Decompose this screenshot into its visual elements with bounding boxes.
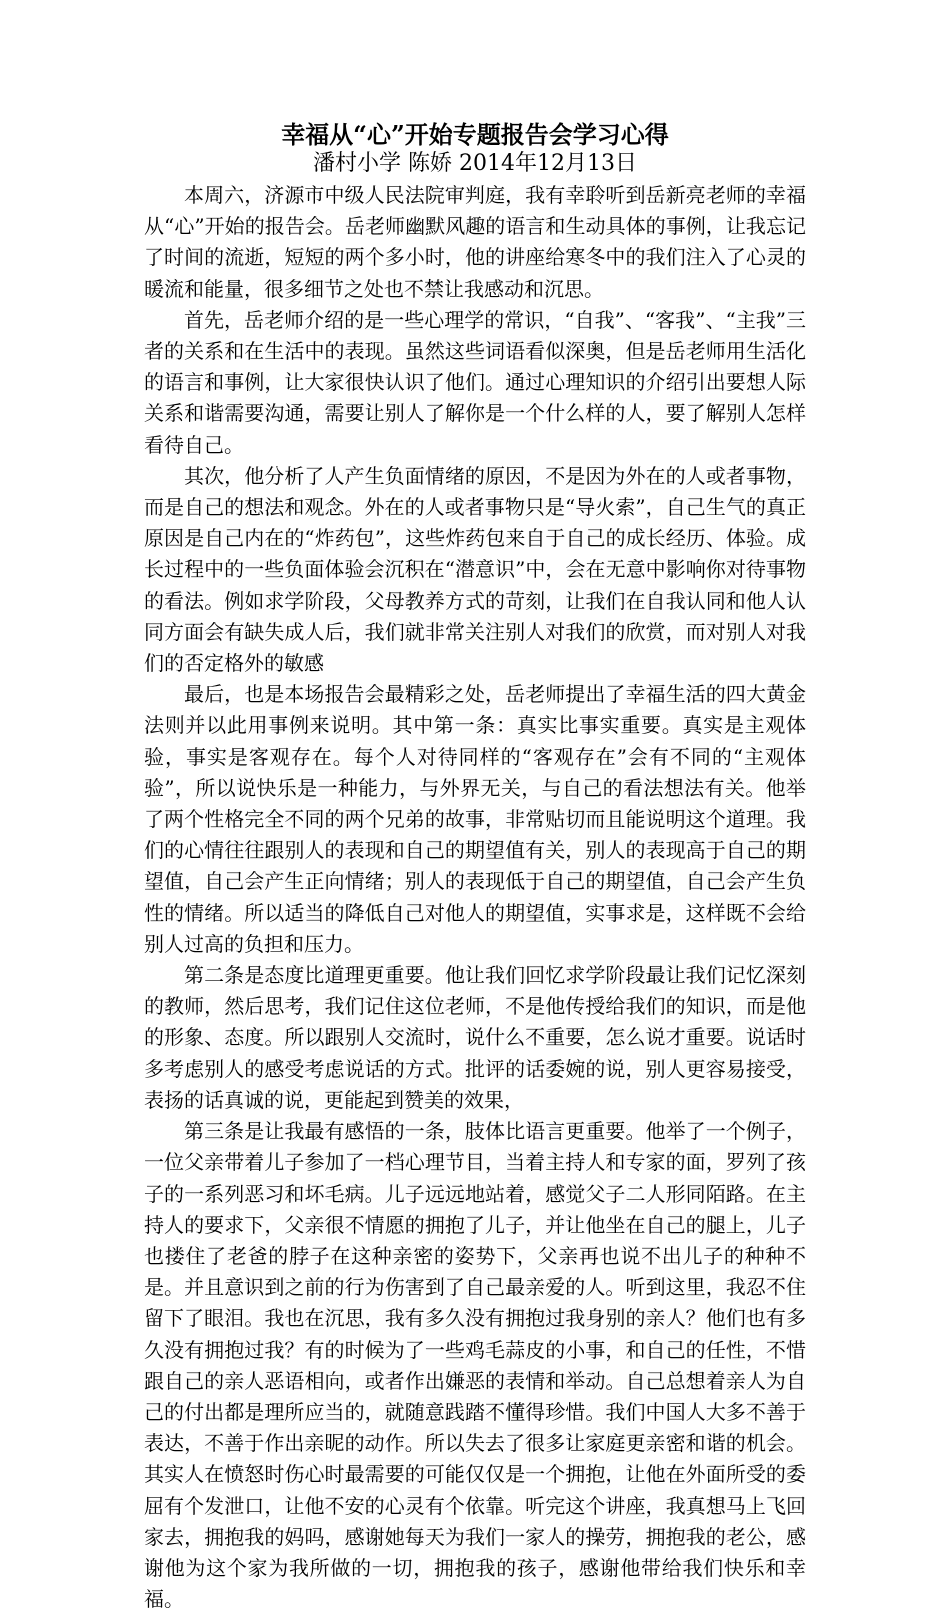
paragraph-intro: 本周六，济源市中级人民法院审判庭，我有幸聆听到岳新亮老师的幸福从“心”开始的报告会。岳老师幽默风趣的语言和生动具体的事例，让我忘记了时间的流逝，短短的两个多小时，他的讲座给寒冬中的我们注入了心灵的暖流和能量，很多细节之处也不禁让我感动和沉思。 [144, 183, 806, 301]
paragraph-rule-one: 最后，也是本场报告会最精彩之处，岳老师提出了幸福生活的四大黄金法则并以此用事例来说明。其中第一条：真实比事实重要。真实是主观体验，事实是客观存在。每个人对待同样的“客观存在”会有不同的“主观体验”，所以说快乐是一种能力，与外界无关，与自己的看法想法有关。他举了两个性格完全不同的两个兄弟的故事，非常贴切而且能说明这个道理。我们的心情往往跟别人的表现和自己的期望值有关，别人的表现高于自己的期望值，自己会产生正向情绪；别人的表现低于自己的期望值，自己会产生负性的情绪。所以适当的降低自己对他人的期望值，实事求是，这样既不会给别人过高的负担和压力。 [144, 682, 806, 956]
document-title: 幸福从“心”开始专题报告会学习心得 [281, 120, 669, 149]
document-byline: 潘村小学 陈娇 2014年12月13日 [313, 151, 637, 176]
document-body [144, 120, 806, 1615]
paragraph-second-point: 其次，他分析了人产生负面情绪的原因，不是因为外在的人或者事物，而是自己的想法和观念。外在的人或者事物只是“导火索”，自己生气的真正原因是自己内在的“炸药包”，这些炸药包来自于自己的成长经历、体验。成长过程中的一些负面体验会沉积在“潜意识”中，会在无意中影响你对待事物的看法。例如求学阶段，父母教养方式的苛刻，让我们在自我认同和他人认同方面会有缺失成人后，我们就非常关注别人对我们的欣赏，而对别人对我们的否定格外的敏感 [144, 463, 806, 676]
paragraph-rule-three: 第三条是让我最有感悟的一条，肢体比语言更重要。他举了一个例子，一位父亲带着儿子参加了一档心理节目，当着主持人和专家的面，罗列了孩子的一系列恶习和坏毛病。儿子远远地站着，感觉父子二人形同陌路。在主持人的要求下，父亲很不情愿的拥抱了儿子，并让他坐在自己的腿上，儿子也搂住了老爸的脖子在这种亲密的姿势下，父亲再也说不出儿子的种种不是。并且意识到之前的行为伤害到了自己最亲爱的人。听到这里，我忍不住留下了眼泪。我也在沉思，我有多久没有拥抱过我身别的亲人？他们也有多久没有拥抱过我？有的时候为了一些鸡毛蒜皮的小事，和自己的任性，不惜跟自己的亲人恶语相向，或者作出嫌恶的表情和举动。自己总想着亲人为自己的付出都是理所应当的，就随意践踏不懂得珍惜。我们中国人大多不善于表达，不善于作出亲昵的动作。所以失去了很多让家庭更亲密和谐的机会。其实人在愤怒时伤心时最需要的可能仅仅是一个拥抱，让他在外面所受的委屈有个发泄口，让他不安的心灵有个依靠。听完这个讲座，我真想马上飞回家去，拥抱我的妈吗，感谢她每天为我们一家人的操劳，拥抱我的老公，感谢他为这个家为我所做的一切，拥抱我的孩子，感谢他带给我们快乐和幸福。 [144, 1119, 806, 1612]
paragraph-first-point: 首先，岳老师介绍的是一些心理学的常识，“自我”、“客我”、“主我”三者的关系和在生活中的表现。虽然这些词语看似深奥，但是岳老师用生活化的语言和事例，让大家很快认识了他们。通过心理知识的介绍引出要想人际关系和谐需要沟通，需要让别人了解你是一个什么样的人，要了解别人怎样看待自己。 [144, 307, 806, 457]
paragraph-rule-two: 第二条是态度比道理更重要。他让我们回忆求学阶段最让我们记忆深刻的教师，然后思考，我们记住这位老师，不是他传授给我们的知识，而是他的形象、态度。所以跟别人交流时，说什么不重要，怎么说才重要。说话时多考虑别人的感受考虑说话的方式。批评的话委婉的说，别人更容易接受，表扬的话真诚的说，更能起到赞美的效果， [144, 963, 806, 1112]
